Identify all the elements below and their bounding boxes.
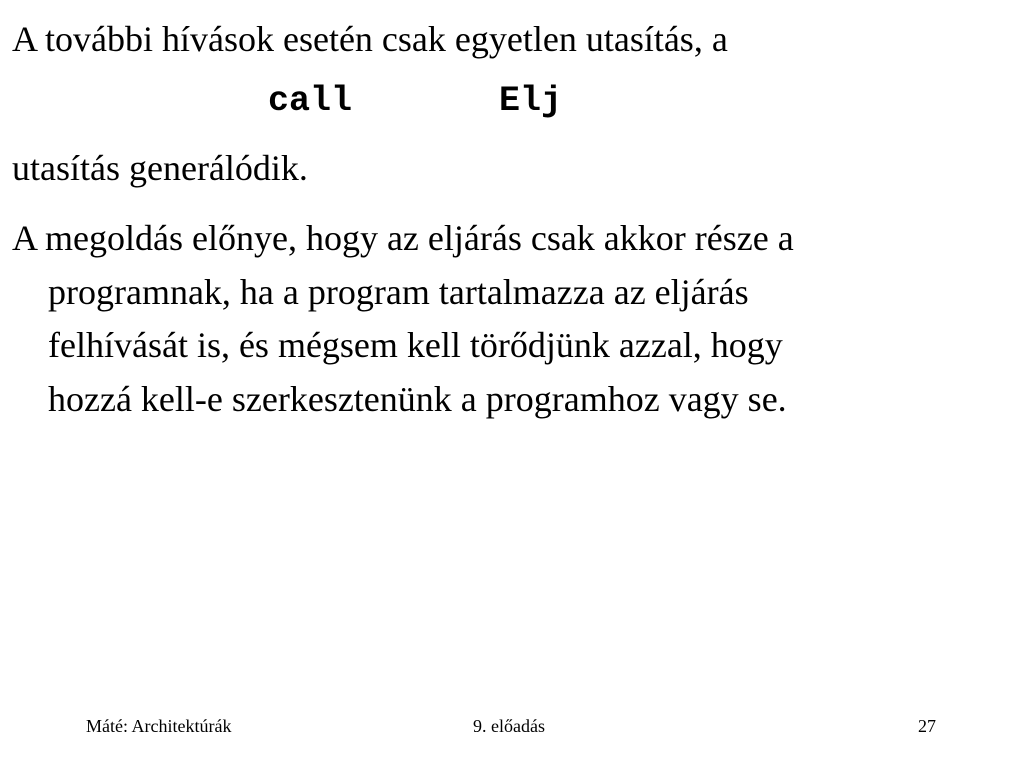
footer-author-course: Máté: Architektúrák <box>86 716 232 736</box>
paragraph-line: A megoldás előnye, hogy az eljárás csak akkor része a <box>12 218 794 258</box>
advantage-paragraph <box>12 212 1012 426</box>
code-instruction: call <box>268 81 353 121</box>
footer-page-number: 27 <box>918 716 936 736</box>
intro-text-line: A további hívások esetén csak egyetlen utasítás, a <box>12 19 728 59</box>
after-code-text-line: utasítás generálódik. <box>12 148 308 188</box>
paragraph-line: hozzá kell-e szerkesztenünk a programhoz vagy se. <box>48 378 787 419</box>
code-argument: Elj <box>499 81 563 121</box>
paragraph-line: programnak, ha a program tartalmazza az eljárás <box>48 271 749 312</box>
code-line <box>268 79 562 123</box>
paragraph-line: felhívását is, és mégsem kell törődjünk azzal, hogy <box>48 325 783 365</box>
footer-lecture-number: 9. előadás <box>473 716 545 736</box>
